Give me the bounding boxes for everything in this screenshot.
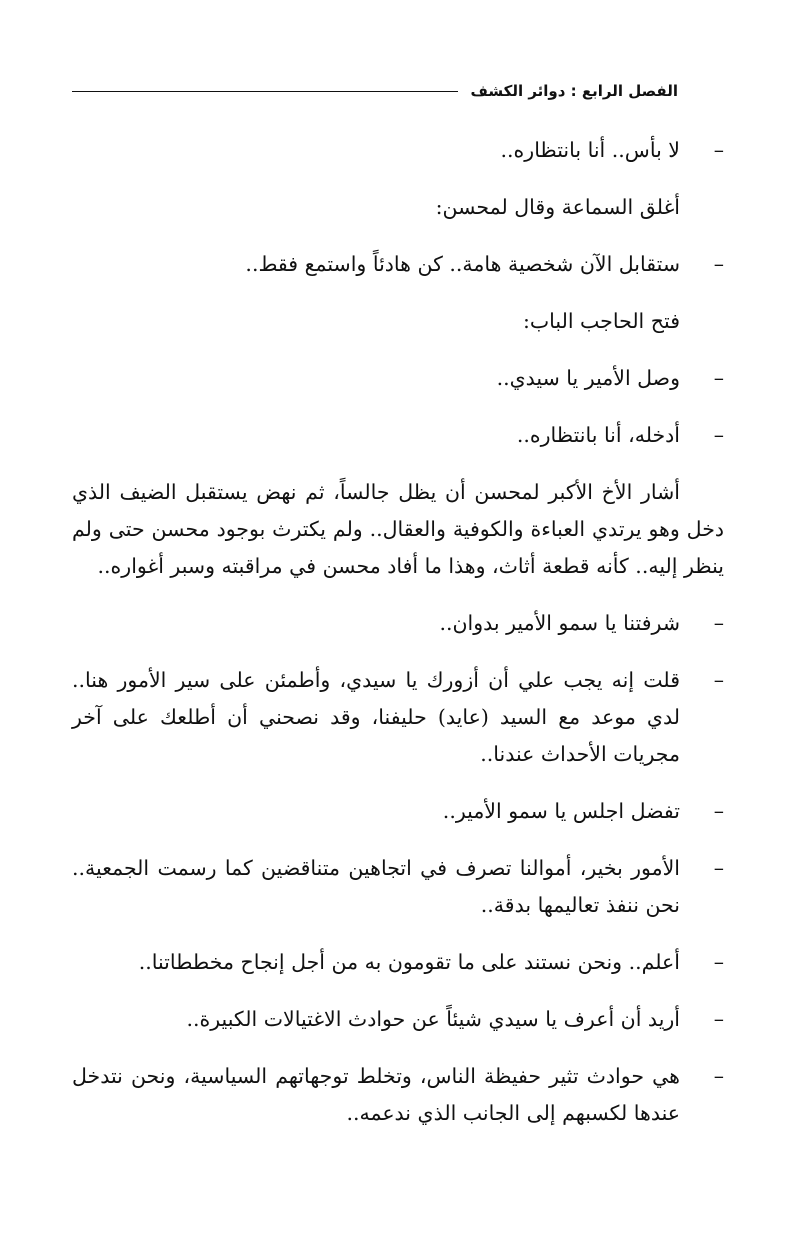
running-header	[72, 78, 678, 104]
dialogue-text: أعلم.. ونحن نستند على ما تقومون به من أجل إنجاح مخططاتنا..	[138, 950, 680, 974]
dialogue-line	[72, 360, 724, 397]
dialogue-line	[72, 605, 724, 642]
dialogue-text: هي حوادث تثير حفيظة الناس، وتخلط توجهاتهم السياسية، ونحن نتدخل عندها لكسبهم إلى الجانب الذي ندعمه..	[72, 1064, 680, 1125]
dialogue-dash: –	[713, 252, 724, 276]
header-rule	[72, 91, 458, 92]
dialogue-line	[72, 1058, 724, 1132]
page-body	[72, 132, 724, 1152]
dialogue-line	[72, 417, 724, 454]
dialogue-dash: –	[713, 423, 724, 447]
narration-text: أشار الأخ الأكبر لمحسن أن يظل جالساً، ثم نهض يستقبل الضيف الذي دخل وهو يرتدي العباءة والكوفية والعقال.. ولم يكترث بوجود محسن حتى ولم ينظر إليه.. كأنه قطعة أثاث، وهذا ما أفاد محسن في مراقبته وسبر أغواره..	[72, 480, 724, 578]
dialogue-line	[72, 662, 724, 773]
dialogue-line	[72, 944, 724, 981]
dialogue-text: قلت إنه يجب علي أن أزورك يا سيدي، وأطمئن على سير الأمور هنا.. لدي موعد مع السيد (عايد) حليفنا، وقد نصحني أن أطلعك على آخر مجريات الأحداث عندنا..	[72, 668, 680, 766]
dialogue-dash: –	[713, 138, 724, 162]
narration-text: فتح الحاجب الباب:	[522, 309, 680, 333]
narration-paragraph	[72, 189, 724, 226]
dialogue-dash: –	[713, 1007, 724, 1031]
dialogue-line	[72, 793, 724, 830]
dialogue-text: وصل الأمير يا سيدي..	[496, 366, 680, 390]
dialogue-text: لا بأس.. أنا بانتظاره..	[500, 138, 680, 162]
dialogue-line	[72, 1001, 724, 1038]
dialogue-text: ستقابل الآن شخصية هامة.. كن هادئاً واستمع فقط..	[245, 252, 680, 276]
dialogue-text: تفضل اجلس يا سمو الأمير..	[442, 799, 680, 823]
dialogue-line	[72, 246, 724, 283]
narration-paragraph	[72, 303, 724, 340]
dialogue-dash: –	[713, 668, 724, 692]
dialogue-dash: –	[713, 1064, 724, 1088]
dialogue-text: أدخله، أنا بانتظاره..	[516, 423, 680, 447]
dialogue-line	[72, 850, 724, 924]
dialogue-text: أريد أن أعرف يا سيدي شيئاً عن حوادث الاغتيالات الكبيرة..	[186, 1007, 680, 1031]
dialogue-text: شرفتنا يا سمو الأمير بدوان..	[439, 611, 680, 635]
dialogue-line	[72, 132, 724, 169]
dialogue-dash: –	[713, 611, 724, 635]
dialogue-dash: –	[713, 950, 724, 974]
narration-text: أغلق السماعة وقال لمحسن:	[435, 195, 680, 219]
narration-paragraph	[72, 474, 724, 585]
dialogue-text: الأمور بخير، أموالنا تصرف في اتجاهين متناقضين كما رسمت الجمعية.. نحن ننفذ تعاليمها بدقة..	[72, 856, 680, 917]
dialogue-dash: –	[713, 856, 724, 880]
chapter-title: الفصل الرابع : دوائر الكشف	[470, 82, 678, 100]
dialogue-dash: –	[713, 799, 724, 823]
dialogue-dash: –	[713, 366, 724, 390]
